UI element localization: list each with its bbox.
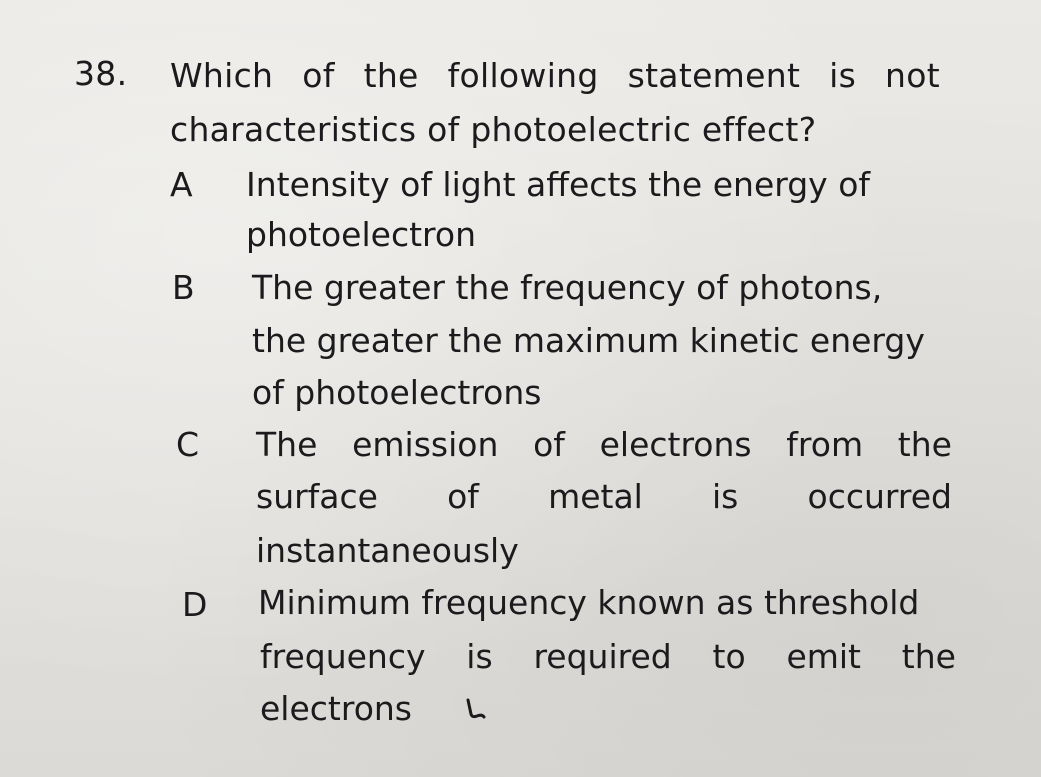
word: statement <box>627 56 801 95</box>
word: surface <box>256 477 378 516</box>
word: is <box>711 477 739 516</box>
word: electrons <box>599 425 752 464</box>
word: of <box>533 425 565 464</box>
option-d-line-2 <box>260 637 956 676</box>
question-text-line-1 <box>170 56 940 95</box>
word: the <box>363 56 419 95</box>
option-b-line-2: the greater the maximum kinetic energy <box>252 321 925 360</box>
word: is <box>829 56 857 95</box>
word: from <box>786 425 864 464</box>
word: of <box>302 56 335 95</box>
option-b-line-3: of photoelectrons <box>252 373 542 412</box>
word: emission <box>352 425 499 464</box>
option-a-line-2: photoelectron <box>246 215 476 254</box>
option-c-line-1 <box>256 425 952 464</box>
word: to <box>712 637 746 676</box>
word: Which <box>170 56 274 95</box>
option-d-line-3: electrons <box>260 689 412 728</box>
option-c-line-3: instantaneously <box>256 531 519 570</box>
word: of <box>447 477 479 516</box>
word: not <box>885 56 940 95</box>
word: the <box>901 637 956 676</box>
word: required <box>533 637 672 676</box>
question-number: 38. <box>74 54 128 93</box>
option-b-line-1: The greater the frequency of photons, <box>252 268 883 307</box>
option-c-line-2 <box>256 477 952 516</box>
word: metal <box>548 477 643 516</box>
word: is <box>466 637 493 676</box>
option-a-line-1: Intensity of light affects the energy of <box>246 165 871 204</box>
word: frequency <box>260 637 426 676</box>
word: emit <box>786 637 861 676</box>
pen-mark-icon <box>462 696 492 724</box>
option-d-line-1: Minimum frequency known as threshold <box>258 583 920 622</box>
option-a-letter: A <box>170 165 193 204</box>
word: the <box>897 425 952 464</box>
option-b-letter: B <box>172 268 195 307</box>
option-c-letter: C <box>176 425 200 464</box>
option-d-letter: D <box>182 585 208 624</box>
word: The <box>256 425 318 464</box>
question-text-line-2: characteristics of photoelectric effect? <box>170 110 817 149</box>
word: occurred <box>807 477 952 516</box>
word: following <box>447 56 599 95</box>
